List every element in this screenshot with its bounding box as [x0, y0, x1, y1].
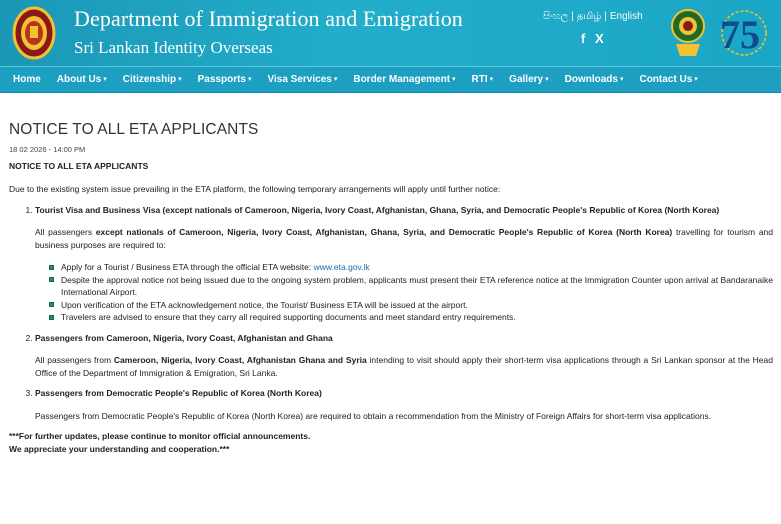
nav-item-label: Border Management [353, 74, 451, 85]
nav-item-label: Downloads [564, 74, 618, 85]
section-tourist-business-visa [35, 204, 773, 324]
article-content [9, 93, 773, 455]
lang-separator: | [604, 11, 607, 22]
nav-item-label: About Us [56, 74, 102, 85]
nav-item-citizenship[interactable] [123, 74, 182, 85]
nav-item-label: Gallery [509, 74, 544, 85]
footer-note-updates: ***For further updates, please continue to monitor official announcements. [9, 431, 311, 441]
nav-item-downloads[interactable] [565, 74, 624, 85]
language-switcher [543, 11, 643, 23]
social-links [581, 31, 610, 46]
caret-down-icon: ▾ [619, 76, 624, 83]
nav-item-label: Contact Us [639, 74, 693, 85]
main-navigation [0, 66, 781, 93]
list-item: Apply for a Tourist / Business ETA through the official ETA website: www.eta.gov.lk [49, 261, 773, 274]
caret-down-icon: ▾ [333, 76, 338, 83]
lang-english-link[interactable]: English [609, 11, 643, 22]
section-1-bullets [35, 261, 773, 324]
nav-item-label: Passports [197, 74, 246, 85]
section-north-korea-passengers [35, 387, 773, 422]
caret-down-icon: ▾ [694, 76, 698, 83]
nav-item-home[interactable] [13, 74, 41, 85]
list-item: Upon verification of the ETA acknowledgement notice, the Tourist/ Business ETA will be issued at the airport. [49, 299, 773, 312]
notice-sections-list [9, 204, 773, 423]
list-item: Travelers are advised to ensure that they carry all required supporting documents and meet standard entry requirements. [49, 311, 773, 324]
section-1-heading: 1. Tourist Visa and Business Visa (except nationals of Cameroon, Nigeria, Ivory Coast, Afghanistan, Ghana, Syria, and Democratic People's Republic of Korea (North Korea) [35, 204, 720, 215]
section-3-paragraph: Passengers from Democratic People's Republic of Korea (North Korea) are required to obtain a recommendation from the Ministry of Foreign Affairs for short-term visa applications. [35, 410, 712, 421]
nav-item-label: Citizenship [122, 74, 177, 85]
caret-down-icon: ▾ [489, 76, 494, 83]
section-2-heading: 2. Passengers from Cameroon, Nigeria, Ivory Coast, Afghanistan and Ghana [35, 332, 333, 343]
department-subtitle: Sri Lankan Identity Overseas [74, 38, 273, 57]
lang-sinhala-link[interactable]: සිංහල [543, 11, 569, 22]
nav-item-label: Home [13, 74, 41, 85]
footer-note-appreciation: We appreciate your understanding and cooperation.*** [9, 443, 230, 454]
nav-item-gallery[interactable] [509, 74, 548, 85]
caret-down-icon: ▾ [247, 76, 252, 83]
section-2-paragraph: All passengers from Cameroon, Nigeria, Ivory Coast, Afghanistan Ghana and Syria intending to visit should apply their short-term visa applications through a Sri Lankan sponsor at the Head Office of the Department of Immigration & Emigration, Sri Lanka. [35, 355, 773, 378]
sri-lanka-crest-icon[interactable] [12, 6, 56, 60]
nav-item-border-management[interactable] [353, 74, 455, 85]
lang-tamil-link[interactable]: தமிழ் [576, 11, 602, 22]
department-emblem-icon [670, 4, 706, 60]
bullet-square-icon [49, 277, 54, 282]
list-item: Despite the approval notice not being issued due to the ongoing system problem, applicants must present their ETA reference notice at the Immigration Counter upon arrival at Bandaranaike International Airport. [49, 274, 773, 299]
section-cameroon-nigeria-passengers [35, 332, 773, 380]
bullet-square-icon [49, 315, 54, 320]
nav-item-passports[interactable] [198, 74, 252, 85]
caret-down-icon: ▾ [103, 76, 107, 83]
x-twitter-icon[interactable]: X [594, 31, 604, 46]
section-1-paragraph: All passengers except nationals of Cameroon, Nigeria, Ivory Coast, Afghanistan, Ghana, Syria, and Democratic People's Republic of Korea (North Korea) travelling for tourism and business purposes are required to: [35, 227, 773, 250]
facebook-icon[interactable]: f [581, 31, 586, 46]
eta-website-link[interactable]: www.eta.gov.lk [313, 262, 370, 272]
nav-item-label: Visa Services [267, 74, 332, 85]
site-header [0, 0, 781, 66]
section-3-heading: 3. Passengers from Democratic People's Republic of Korea (North Korea) [35, 388, 322, 398]
page-title: NOTICE TO ALL ETA APPLICANTS [9, 121, 259, 138]
nav-item-rti[interactable] [472, 74, 494, 85]
logo-75-text: 75 [720, 12, 760, 57]
bullet-square-icon [49, 265, 54, 270]
published-date: 18 02 2026 - 14:00 PM [9, 145, 86, 154]
lang-separator: | [571, 11, 574, 22]
75-years-logo-icon [716, 6, 768, 60]
nav-item-label: RTI [471, 74, 488, 85]
caret-down-icon: ▾ [452, 76, 456, 83]
nav-item-contact-us[interactable] [639, 74, 697, 85]
nav-item-visa-services[interactable] [268, 74, 338, 85]
caret-down-icon: ▾ [545, 76, 549, 83]
nav-item-about-us[interactable] [57, 74, 107, 85]
notice-heading: NOTICE TO ALL ETA APPLICANTS [9, 161, 149, 171]
intro-paragraph: Due to the existing system issue prevailing in the ETA platform, the following temporary arrangements will apply until further notice: [9, 184, 501, 194]
department-title[interactable]: Department of Immigration and Emigration [74, 6, 463, 31]
bullet-square-icon [49, 302, 54, 307]
caret-down-icon: ▾ [178, 76, 182, 83]
